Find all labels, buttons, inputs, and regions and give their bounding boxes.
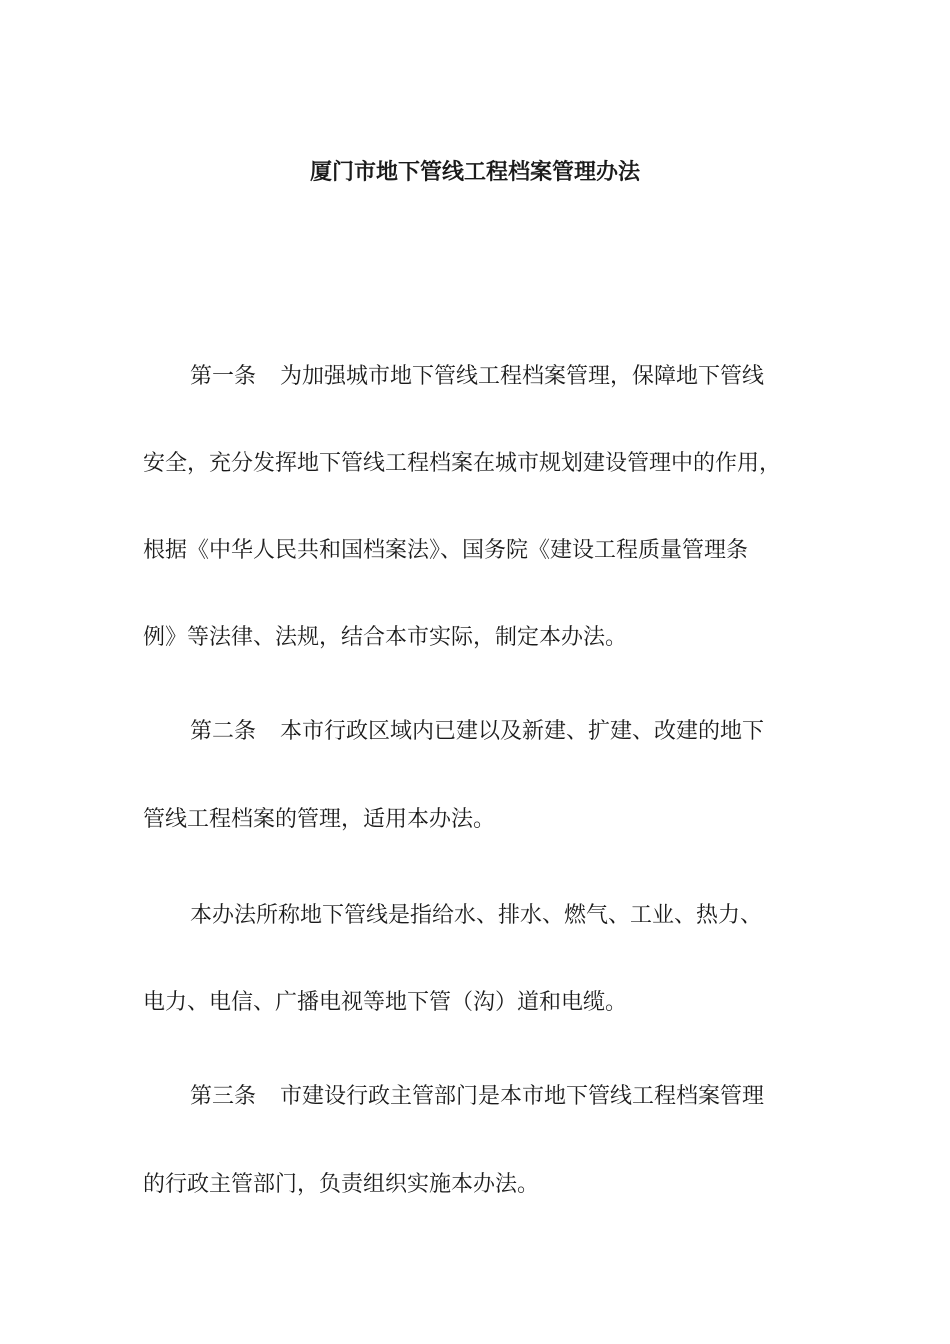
article-3-first-line (190, 1082, 764, 1112)
article-3-text-line-1: 市建设行政主管部门是本市地下管线工程档案管理 (280, 1084, 765, 1109)
article-2-label: 第二条 (190, 719, 257, 744)
article-3-text-line-2: 的行政主管部门，负责组织实施本办法。 (143, 1172, 540, 1197)
article-3-label: 第三条 (190, 1084, 257, 1109)
article-1-first-line (190, 362, 764, 392)
article-1-label: 第一条 (190, 364, 257, 389)
article-1-text-line-3: 根据《中华人民共和国档案法》、国务院《建设工程质量管理条 (143, 538, 749, 563)
article-1-text-line-4: 例》等法律、法规，结合本市实际，制定本办法。 (143, 625, 628, 650)
document-title: 厦门市地下管线工程档案管理办法 (309, 160, 640, 185)
definition-text-line-2: 电力、电信、广播电视等地下管（沟）道和电缆。 (143, 990, 628, 1015)
article-2-first-line (190, 717, 764, 747)
article-2-text-line-2: 管线工程档案的管理，适用本办法。 (143, 807, 496, 832)
article-1-text-line-1: 为加强城市地下管线工程档案管理，保障地下管线 (280, 364, 765, 389)
article-1-text-line-2: 安全，充分发挥地下管线工程档案在城市规划建设管理中的作用， (143, 451, 782, 476)
definition-text-line-1: 本办法所称地下管线是指给水、排水、燃气、工业、热力、 (190, 903, 763, 928)
article-2-text-line-1: 本市行政区域内已建以及新建、扩建、改建的地下 (280, 719, 765, 744)
